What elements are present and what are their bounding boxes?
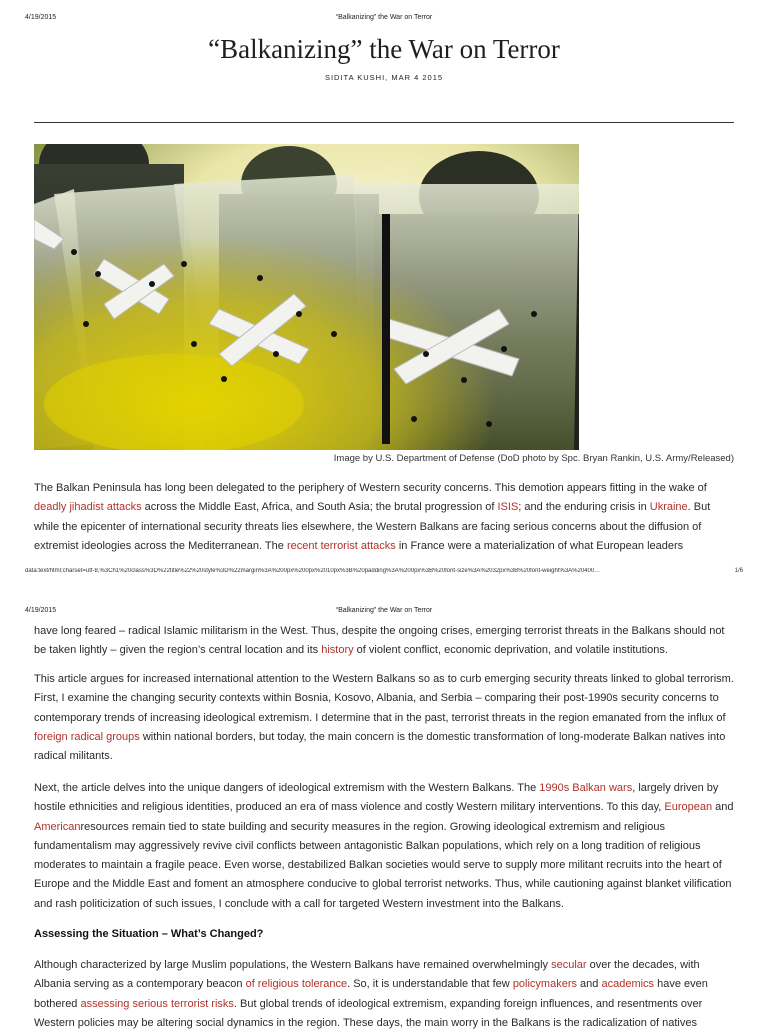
paragraph-text: have long feared – radical Islamic militarism in the West. Thus, despite the ongoing crises, emerging terrorist threats in the Balkans should not be taken lightly – given the region’s central location and its <box>34 625 725 657</box>
article-byline: SIDITA KUSHI, MAR 4 2015 <box>324 73 444 82</box>
paragraph-text: over the decades, with Albania serving as a contemporary beacon <box>34 959 700 991</box>
inline-link[interactable]: deadly jihadist attacks <box>34 501 142 514</box>
riot-shields-photo-icon <box>34 144 579 450</box>
paragraph-assessing <box>34 956 734 1033</box>
inline-link[interactable]: academics <box>601 978 655 991</box>
inline-link[interactable]: ISIS <box>497 501 519 514</box>
paragraph-text: . But while the epicenter of international security threats lies elsewhere, the Western Balkans are facing serious concerns about the diffusion of extremist ideologies across the Mediterranean. The <box>34 501 711 552</box>
paragraph-next <box>34 779 734 914</box>
inline-link[interactable]: assessing serious terrorist risks <box>80 997 234 1010</box>
print-date: 4/19/2015 <box>25 607 57 614</box>
paragraph-text: . So, it is understandable that few <box>347 978 513 991</box>
inline-link[interactable]: Ukraine <box>649 501 688 514</box>
image-caption: Image by U.S. Department of Defense (DoD photo by Spc. Bryan Rankin, U.S. Army/Released) <box>333 453 734 464</box>
inline-link[interactable]: policymakers <box>512 978 577 991</box>
page-number: 1/6 <box>734 568 743 574</box>
print-header <box>0 14 768 28</box>
print-header-page2 <box>0 607 768 621</box>
paragraph-text: within national borders, but today, the main concern is the domestic transformation of long-moderate Balkan natives into radical militants. <box>34 730 726 763</box>
inline-link[interactable]: American <box>34 820 81 833</box>
paragraph-text: and <box>577 978 602 991</box>
title-divider <box>34 122 734 123</box>
print-date: 4/19/2015 <box>25 14 57 21</box>
paragraph-text: resources remain tied to state building and security measures in the region. Growing ideological extremism and religious fundamentalism may aggressively revive civil conflicts between antagonistic Balkan populations, which rely on a long tradition of religious moderates to maintain a fragile peace. Even worse, destabilized Balkan societies would serve to supply more militant recruits into the heart of Europe and the Middle East and foment an atmosphere conducive to global terrorist networks. Thus, while cautioning against blanket vilification and rash politicization of such issues, I conclude with a call for targeted Western investment into the Balkans. <box>34 820 732 910</box>
paragraph-intro <box>34 479 734 556</box>
paragraph-text: Although characterized by large Muslim populations, the Western Balkans have remained overwhelmingly <box>34 959 552 971</box>
paragraph-text: and <box>712 801 734 814</box>
article-title: “Balkanizing” the War on Terror <box>208 34 560 64</box>
paragraph-text: This article argues for increased international attention to the Western Balkans so as to curb emerging security threats linked to global terrorism. First, I examine the changing security contexts within Bosnia, Kosovo, Albania, and Serbia – comparing their post-1990s security concerns to contemporary trends of increasing ideological extremism. I determine that in the past, terrorist threats in the region emanated from the influx of <box>34 673 734 724</box>
paragraph-text: The Balkan Peninsula has long been delegated to the periphery of Western security concerns. This demotion appears fitting in the wake of <box>34 482 707 494</box>
paragraph-text: . But global trends of ideological extremism, expanding foreign influences, and resentments over Western policies may be altering social dynamics in the region. These days, the main worry in the Balkans is the radicalization of natives <box>34 997 703 1029</box>
paragraph-text: ; and the enduring crisis in <box>518 501 650 514</box>
paragraph-continued <box>34 622 734 661</box>
paragraph-argument <box>34 670 734 766</box>
paragraph-text: across the Middle East, Africa, and South Asia; the brutal progression of <box>141 501 498 514</box>
paragraph-text: in France were a materialization of what European leaders <box>395 539 684 552</box>
print-footer <box>0 568 768 580</box>
paragraph-text: have even bothered <box>34 978 708 1010</box>
print-url: data:text/html;charset=utf-8,%3Ch1%20class%3D%22title%22%20style%3D%22margin%3A%200px%200px%2010px%3B%20padding%3A%200px%3B%20font-size%3A%2032px%3B%20font-weight%3A%20400… <box>25 568 601 574</box>
inline-link[interactable]: 1990s Balkan wars <box>539 782 633 794</box>
paragraph-text: Next, the article delves into the unique dangers of ideological extremism with the Western Balkans. The <box>34 782 540 794</box>
paragraph-text: , largely driven by hostile ethnicities and religious identities, produced an era of mass violence and costly Western military interventions. To this day, <box>34 782 719 814</box>
inline-link[interactable]: European <box>664 801 713 814</box>
inline-link[interactable]: secular <box>551 959 587 971</box>
paragraph-text: of violent conflict, economic deprivation, and volatile institutions. <box>353 644 668 657</box>
inline-link[interactable]: recent terrorist attacks <box>286 539 396 552</box>
inline-link[interactable]: foreign radical groups <box>34 730 140 743</box>
print-title: “Balkanizing” the War on Terror <box>335 14 433 21</box>
inline-link[interactable]: history <box>321 644 354 657</box>
inline-link[interactable]: of religious tolerance <box>245 978 348 991</box>
section-heading: Assessing the Situation – What’s Changed? <box>34 928 264 940</box>
print-title: “Balkanizing” the War on Terror <box>335 607 433 614</box>
hero-image <box>34 144 579 450</box>
